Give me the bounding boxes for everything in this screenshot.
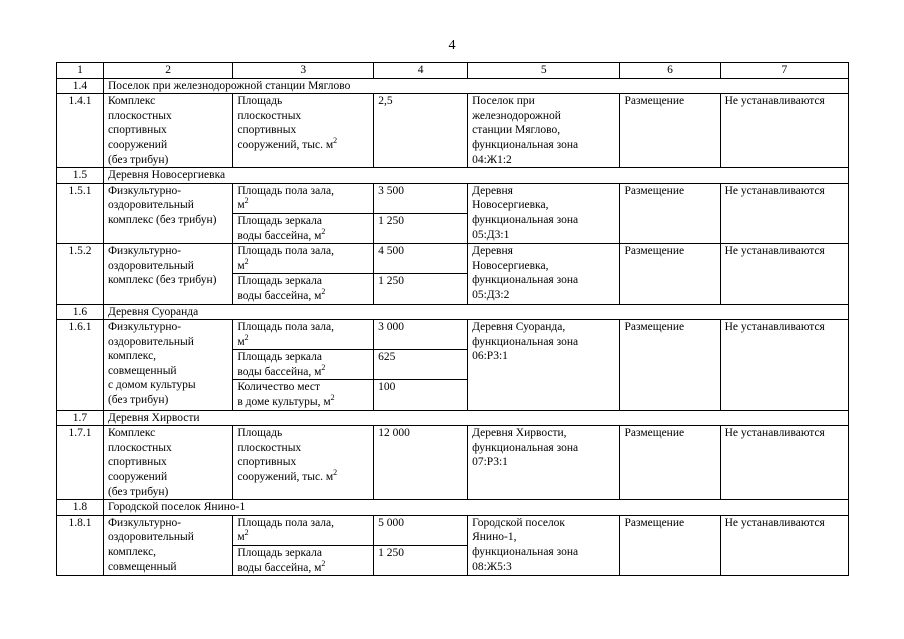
parameter: Площадь зеркала воды бассейна, м [237, 351, 322, 378]
parameter: Площадь пола зала, м [237, 321, 335, 348]
object-name: Физкультурно- оздоровительный комплекс (без трибун) [103, 183, 232, 243]
parameter-group: Площадь пола зала, $м^2$ 3 500 Площадь зеркала воды бассейна, $м^2$ 1 250 [233, 183, 468, 243]
section-row [57, 168, 849, 184]
object-name: Физкультурно- оздоровительный комплекс, совмещенный [103, 515, 232, 575]
section-number: 1.6 [57, 304, 104, 320]
section-number: 1.8 [57, 500, 104, 516]
table-row [57, 94, 849, 168]
value: 1 250 [378, 547, 404, 559]
header-cell: 7 [720, 63, 848, 79]
zone-status: Не устанавливаются [720, 183, 848, 243]
row-number: 1.8.1 [57, 515, 104, 575]
zone-status: Не устанавливаются [720, 320, 848, 411]
row-number: 1.5.1 [57, 183, 104, 243]
zone-status: Не устанавливаются [720, 426, 848, 500]
section-number: 1.4 [57, 78, 104, 94]
parameter: Площадь плоскостных спортивных сооружений, тыс. $м^2$ [233, 94, 374, 168]
header-cell: 1 [57, 63, 104, 79]
table-row [57, 183, 849, 243]
parameter: Площадь пола зала, м [237, 184, 335, 212]
parameter: Площадь пола зала, м [237, 245, 335, 272]
section-title: Городской поселок Янино-1 [103, 500, 848, 516]
parameter-group: Площадь пола зала, $м^2$ 3 000 Площадь зеркала воды бассейна, $м^2$ 625 Количество мест в доме культуры, $м^2$ 100 [233, 320, 468, 411]
row-number: 1.7.1 [57, 426, 104, 500]
section-row [57, 304, 849, 320]
location: Поселок при железнодорожной станции Мяглово, функциональная зона 04:Ж1:2 [468, 94, 620, 168]
parameter: Количество мест в доме культуры, м [237, 381, 331, 409]
activity-type: Размещение [620, 426, 720, 500]
section-row [57, 410, 849, 426]
section-title: Поселок при железнодорожной станции Мяглово [103, 78, 848, 94]
row-number: 1.4.1 [57, 94, 104, 168]
page-number: 4 [448, 38, 456, 53]
row-number: 1.6.1 [57, 320, 104, 411]
value: 1 250 [378, 214, 404, 227]
section-title: Деревня Новосергиевка [103, 168, 848, 184]
value: 3 000 [374, 320, 468, 350]
object-name: Физкультурно- оздоровительный комплекс, совмещенный с домом культуры (без трибун) [103, 320, 232, 411]
row-number: 1.5.2 [57, 244, 104, 304]
parameter: Площадь зеркала воды бассейна, м [237, 214, 322, 242]
zone-status: Не устанавливаются [720, 515, 848, 575]
parameter-group: Площадь пола зала, $м^2$ 5 000 Площадь зеркала воды бассейна, $м^2$ 1 250 [233, 515, 468, 575]
location: Городской поселок Янино-1, функциональная зона 08:Ж5:3 [468, 515, 620, 575]
parameter-group: Площадь пола зала, $м^2$ 4 500 Площадь зеркала воды бассейна, $м^2$ 1 250 [233, 244, 468, 304]
table-row [57, 320, 849, 411]
table-row [57, 515, 849, 575]
parameter: Площадь пола зала, м [237, 516, 335, 544]
activity-type: Размещение [620, 515, 720, 575]
object-name: Комплекс плоскостных спортивных сооружений (без трибун) [103, 94, 232, 168]
header-cell: 3 [233, 63, 374, 79]
object-name: Комплекс плоскостных спортивных сооружений (без трибун) [103, 426, 232, 500]
section-number: 1.7 [57, 410, 104, 426]
value: 625 [374, 350, 468, 380]
header-cell: 5 [468, 63, 620, 79]
header-cell: 2 [103, 63, 232, 79]
zone-status: Не устанавливаются [720, 94, 848, 168]
value: 2,5 [374, 94, 468, 168]
location: Деревня Хирвости, функциональная зона 07:Р3:1 [468, 426, 620, 500]
parameter: Площадь зеркала воды бассейна, м [237, 275, 322, 302]
zone-status: Не устанавливаются [720, 244, 848, 304]
value: 12 000 [374, 426, 468, 500]
value: 4 500 [374, 244, 468, 274]
value: 1 250 [378, 275, 404, 288]
value: 5 000 [374, 516, 468, 546]
parameter: Площадь плоскостных спортивных сооружений, тыс. $м^2$ [233, 426, 374, 500]
object-name: Физкультурно- оздоровительный комплекс (без трибун) [103, 244, 232, 304]
activity-type: Размещение [620, 320, 720, 411]
table-header-row [57, 63, 849, 79]
activity-type: Размещение [620, 94, 720, 168]
section-title: Деревня Суоранда [103, 304, 848, 320]
activity-type: Размещение [620, 244, 720, 304]
location: Деревня Новосергиевка, функциональная зона 05:Д3:2 [468, 244, 620, 304]
header-cell: 4 [374, 63, 468, 79]
value: 3 500 [374, 184, 468, 214]
facilities-table [56, 62, 849, 576]
section-title: Деревня Хирвости [103, 410, 848, 426]
header-cell: 6 [620, 63, 720, 79]
activity-type: Размещение [620, 183, 720, 243]
value: 100 [378, 381, 396, 394]
table-row [57, 244, 849, 304]
parameter: Площадь зеркала воды бассейна, м [237, 547, 322, 574]
section-row [57, 500, 849, 516]
location: Деревня Суоранда, функциональная зона 06:Р3:1 [468, 320, 620, 411]
section-row [57, 78, 849, 94]
section-number: 1.5 [57, 168, 104, 184]
location: Деревня Новосергиевка, функциональная зона 05:Д3:1 [468, 183, 620, 243]
table-row [57, 426, 849, 500]
